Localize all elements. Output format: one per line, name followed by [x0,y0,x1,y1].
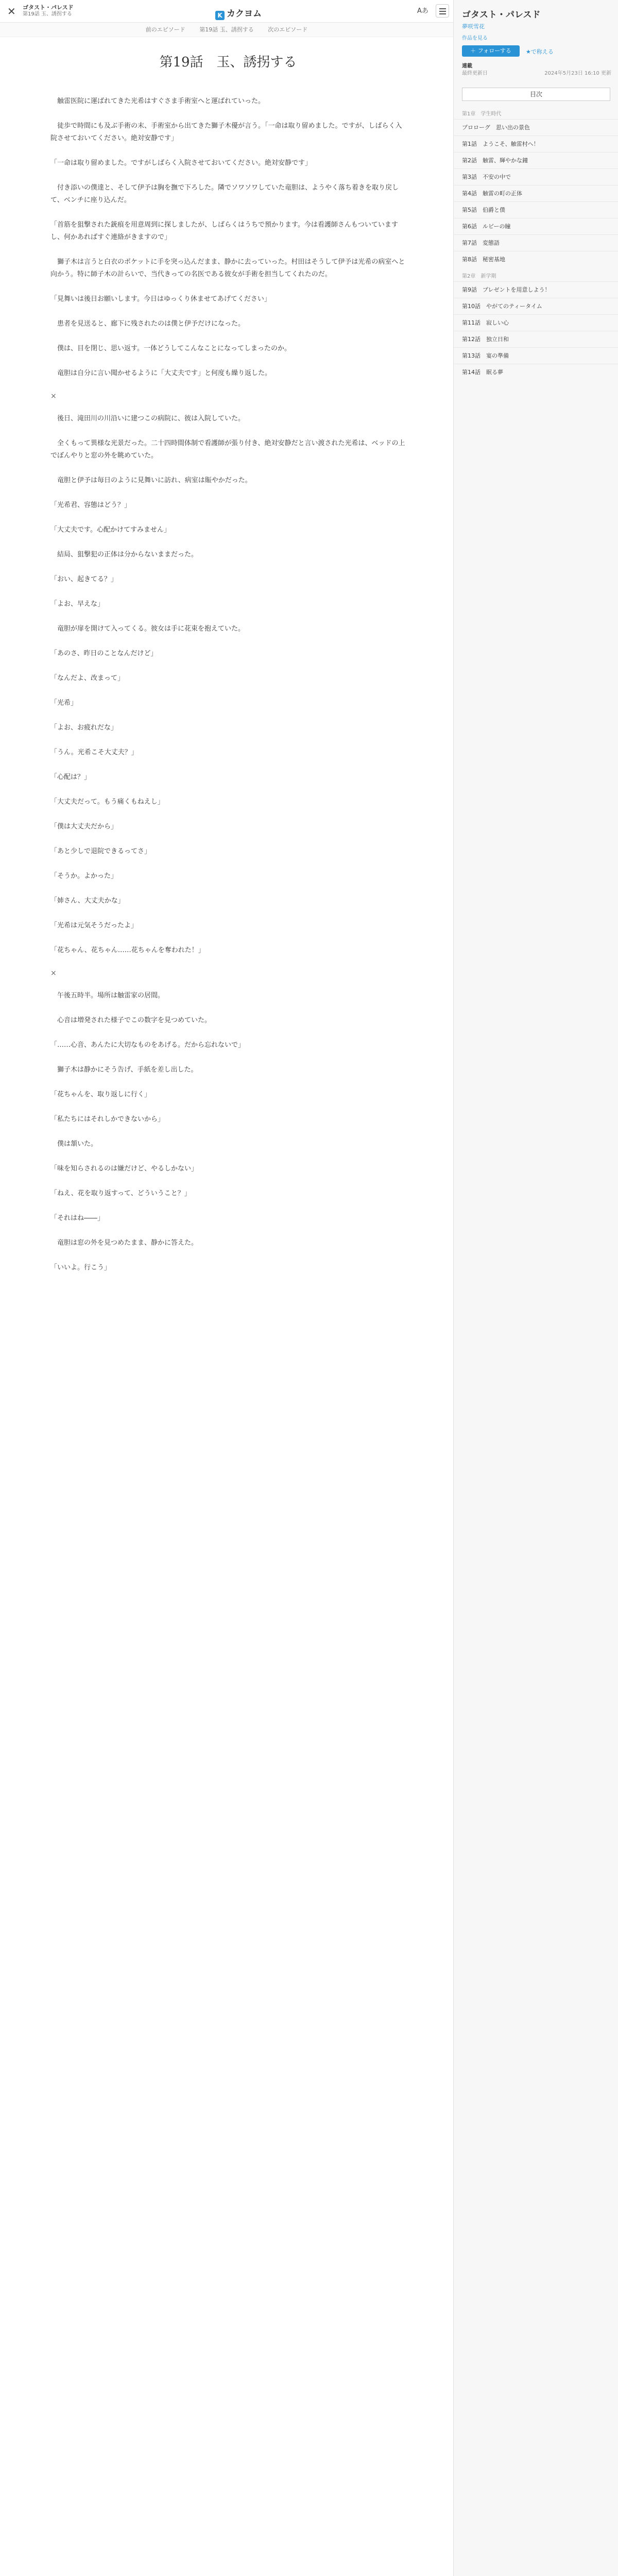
paragraph: 徒歩で時間にも及ぶ手術の末、手術室から出てきた獅子木優が言う。「一命は取り留めました。ですが、しばらく入院させておいてください。絶対安静です」 [50,122,402,142]
paragraph: 竜胆と伊予は毎日のように見舞いに訪れ、病室は賑やかだった。 [50,477,252,484]
toc-heading[interactable]: 目次 [462,88,610,101]
paragraph: 「僕は大丈夫だから」 [50,823,118,831]
updated-label: 最終更新日 [462,71,488,76]
sidebar-header [462,7,541,41]
paragraph: 「大丈夫です。心配かけてすみません」 [50,526,170,534]
paragraph: 「花ちゃんを、取り返しに行く」 [50,1091,151,1098]
close-icon[interactable]: ✕ [7,5,16,18]
paragraph: 患者を見送ると、廊下に残されたのは僕と伊予だけになった。 [50,320,245,328]
paragraph: 「ねえ、花を取り返すって、どういうこと？」 [50,1190,191,1197]
episode-title: 第19話 玉、誘拐する [159,55,297,70]
paragraph: 「私たちにはそれしかできないから」 [50,1115,165,1123]
paragraph: 「おい、起きてる？」 [50,575,118,583]
paragraph: 「よお、お疲れだな」 [50,724,118,732]
paragraph: 後日、滝田川の川沿いに建つこの病院に、彼は入院していた。 [50,415,245,422]
menu-icon[interactable] [436,4,449,18]
paragraph: 「光希君、容態はどう？」 [50,501,131,509]
status-text: 連載 [462,63,472,69]
work-title: ゴタスト・パレスド [23,4,74,11]
toc-item[interactable]: 第6話 ルビーの瞳 [454,218,618,234]
episode-short: 第19話 玉、誘拐する [23,11,72,17]
toc-item[interactable]: 第4話 触雷の町の正体 [454,185,618,201]
paragraph: 付き添いの僕達と、そして伊予は胸を撫で下ろした。隣でソワソワしていた竜胆は、ようやく落ち着きを取り戻して、ベンチに座り込んだ。 [50,184,399,204]
status-block [462,63,611,77]
view-settings-button[interactable]: Aあ [417,7,428,15]
scene-separator: × [50,969,57,977]
paragraph: 獅子木は言うと白衣のポケットに手を突っ込んだまま、静かに去っていった。村田はそうして伊予は光希の病室へと向かう。特に師子木の計らいで、当代きっての名医である彼女が手術を担当してくれたのだ。 [50,258,405,278]
toc-item[interactable]: 第11話 寂しい心 [454,314,618,331]
scene-separator: × [50,392,57,400]
paragraph: 「よお、早えな」 [50,600,105,608]
paragraph: 「光希」 [50,699,78,707]
toc-list [454,105,618,380]
paragraph: 「光希は元気そうだったよ」 [50,922,138,929]
paragraph: 「そうか。よかった」 [50,872,118,880]
paragraph: 「……心音、あんたに大切なものをあげる。だから忘れないで」 [50,1041,245,1049]
toc-item[interactable]: 第13話 宴の準備 [454,347,618,364]
paragraph: 竜胆が扉を開けて入ってくる。彼女は手に花束を抱えていた。 [50,625,245,633]
paragraph: 「姉さん、大丈夫かな」 [50,897,125,905]
chapter-label: 第1章 学生時代 [462,111,502,117]
toc-item[interactable]: 第5話 伯爵と僕 [454,201,618,218]
paragraph: 「いいよ。行こう」 [50,1264,111,1272]
paragraph: 「大丈夫だって。もう痛くもねえし」 [50,798,164,806]
paragraph: 「なんだよ、改まって」 [50,674,125,682]
paragraph: 「うん。光希こそ大丈夫？」 [50,749,138,756]
episode-nav [0,23,453,37]
paragraph: 「あのさ、昨日のことなんだけど」 [50,650,158,657]
toc-item[interactable]: 第3話 不安の中で [454,168,618,185]
chapter-label: 第2章 新学期 [462,274,496,279]
follow-button[interactable]: ＋ フォローする [462,45,520,57]
paragraph: 結局、狙撃犯の正体は分からないままだった。 [50,551,198,558]
prev-episode-link[interactable]: 前のエピソード [145,26,185,33]
work-page-link[interactable]: 作品を見る [462,36,488,41]
paragraph: 竜胆は自分に言い聞かせるように「大丈夫です」と何度も繰り返した。 [50,369,272,377]
paragraph: 「見舞いは後日お願いします。今日はゆっくり休ませてあげてください」 [50,295,271,303]
toc-item[interactable]: 第8話 秘密基地 [454,251,618,267]
paragraph: 心音は増発された様子でこの数字を見つめていた。 [50,1016,212,1024]
toc-item[interactable]: 第10話 やがてのティータイム [454,298,618,314]
paragraph-group-1 [50,95,406,380]
paragraph: 僕は、目を閉じ、思い返す。一体どうしてこんなことになってしまったのか。 [50,345,291,352]
current-episode: 第19話 玉、誘拐する [199,26,254,33]
toc-item[interactable]: 第7話 変態語 [454,234,618,251]
work-info[interactable] [23,4,74,18]
toc-item[interactable]: 第14話 眠る夢 [454,364,618,380]
paragraph: 「あと少しで退院できるってさ」 [50,848,151,855]
paragraph: 「心配は？」 [50,773,91,781]
next-episode-link[interactable]: 次のエピソード [268,26,308,33]
paragraph: 触雷医院に運ばれてきた光希はすぐさま手術室へと運ばれていった。 [50,97,265,105]
sidebar [453,0,618,2576]
paragraph: 全くもって異様な光景だった。二十四時間体制で看護師が張り付き、絶対安静だと言い渡された光希は、ベッドの上でぼんやりと窓の外を眺めていた。 [50,439,405,460]
toc-item[interactable]: 第1話 ようこそ、触雷村へ！ [454,135,618,152]
sidebar-work-title[interactable]: ゴタスト・パレスド [462,10,541,20]
sidebar-author[interactable]: 夢咲雪花 [462,23,485,30]
toc-item[interactable]: 第2話 触雷、輝やかな鐘 [454,152,618,168]
updated-date: 2024年5月23日 16:10 更新 [544,71,611,76]
paragraph-group-2 [50,413,406,957]
paragraph: 僕は頷いた。 [50,1140,98,1148]
toc-item[interactable]: 第12話 独立日和 [454,331,618,347]
paragraph-group-3 [50,990,406,1274]
paragraph: 「味を知らされるのは嫌だけど、やるしかない」 [50,1165,198,1173]
toc-item[interactable]: 第9話 プレゼントを用意しよう！ [454,281,618,298]
paragraph: 「一命は取り留めました。ですがしばらく入院させておいてください。絶対安静です」 [50,159,312,167]
toc-item[interactable]: プロローグ 思い出の景色 [454,119,618,135]
paragraph: 「それはね――」 [50,1214,105,1222]
paragraph: 竜胆は窓の外を見つめたまま、静かに答えた。 [50,1239,198,1247]
episode-body [50,52,406,1286]
paragraph: 「首筋を狙撃された銃痕を用意周到に探しましたが、しばらくはうちで預かります。今は看護師さんもついていますし、何かあればすぐ連絡がきますので」 [50,221,398,241]
site-logo[interactable]: K カクヨム [215,6,262,20]
star-link[interactable]: ★で称える [526,48,554,55]
paragraph: 午後五時半。場所は触雷家の居間。 [50,992,165,999]
logo-icon: K [215,11,225,20]
paragraph: 「花ちゃん、花ちゃん……花ちゃんを奪われた！」 [50,946,205,954]
paragraph: 獅子木は静かにそう告げ、手紙を差し出した。 [50,1066,198,1074]
